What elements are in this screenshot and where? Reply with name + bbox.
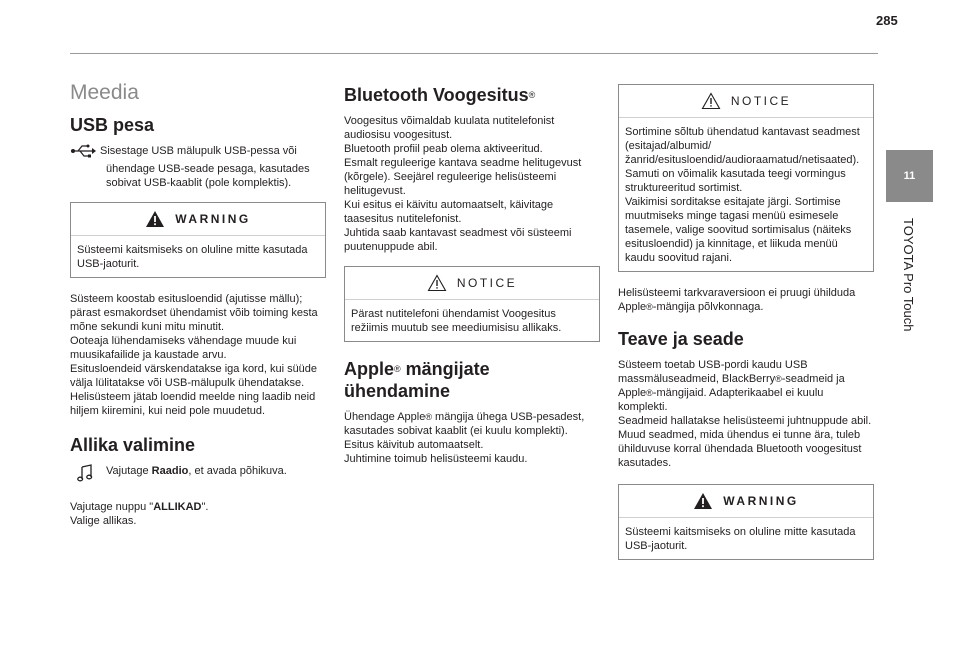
warning-text: Süsteemi kaitsmiseks on oluline mitte kasutada USB-jaoturit.: [71, 235, 325, 277]
apple-text: Ühendage Apple® mängija ühega USB-pesadest, kasutades sobivat kaablit (ei kuulu komplekti). Esitus käivitub automaatselt. Juhtimine toimub helisüsteemi kaudu.: [344, 411, 585, 465]
apple-heading: Apple® mängijate ühendamine: [344, 359, 490, 401]
warning-box-2: [618, 484, 874, 560]
devices-text: Süsteem toetab USB-pordi kaudu USB massmäluseadmeid, BlackBerry®-seadmeid ja Apple®-mängijaid. Adapterikaabel ei kuulu komplekti. Seadmeid hallatakse helisüsteemi juhtnuppude abil. Muud seadmed, mida ühendus ei tunne ära, tuleb ühilduvuse korral ühendada Bluetooth voogesitust kasutades.: [618, 359, 872, 469]
column-3: [618, 78, 874, 574]
chapter-title: [896, 218, 918, 363]
notice-triangle-icon: [701, 92, 721, 110]
usb-text: Sisestage USB mälupulk USB-pessa või ühendage USB-seade pesaga, kasutades sobivat USB-kaablit (pole komplektis).: [100, 145, 310, 189]
source-text: Vajutage Raadio, et avada põhikuva.: [106, 465, 287, 477]
bluetooth-heading: Bluetooth Voogesitus®: [344, 85, 536, 105]
notice-box: [344, 266, 600, 342]
source-step: [70, 464, 326, 486]
usb-info-paragraph: Süsteem koostab esitusloendid (ajutisse mällu); pärast esmakordset ühendamist võib toiming kesta mõne sekundi kuni mitu minutit. Ooteaja lühendamiseks vähendage muude kui muusikafailide ja kaustade arvu. Esitusloendeid värskendatakse iga kord, kui süüde välja lülitatakse või USB-mälupulk ühendatakse. Helisüsteem jätab loendid meelde ning laadib neid hiljem kiiremini, kui neid pole muudetud.: [70, 293, 318, 417]
devices-heading: Teave ja seade: [618, 329, 744, 349]
source-heading: Allika valimine: [70, 435, 196, 455]
top-divider: [70, 53, 878, 54]
warning-label: WARNING: [723, 494, 799, 508]
notice-box-2: [618, 84, 874, 272]
warning-triangle-icon: [693, 492, 713, 510]
usb-icon: [70, 144, 100, 162]
column-1: [70, 78, 326, 528]
notice-triangle-icon: [427, 274, 447, 292]
warning-header: [71, 203, 325, 235]
chapter-title-text: TOYOTA Pro Touch: [901, 218, 916, 332]
notice-label: NOTICE: [456, 276, 518, 290]
music-note-icon: [70, 464, 100, 486]
sources-text: Vajutage nuppu "ALLIKAD". Valige allikas.: [70, 501, 209, 527]
warning-label: WARNING: [175, 212, 251, 226]
notice-header-2: [619, 85, 873, 117]
bluetooth-text: Voogesitus võimaldab kuulata nutitelefonist audiosisu voogesitust. Bluetooth profiil peab olema aktiveeritud. Esmalt reguleerige kantava seadme helitugevust (kõrgele). Seejärel reguleerige helisüsteemi helitugevust. Kui esitus ei käivitu automaatselt, käivitage taasesitus nutitelefonist. Juhtida saab kantavast seadmest või süsteemi puutenuppude abil.: [344, 115, 582, 253]
warning-text-2: Süsteemi kaitsmiseks on oluline mitte kasutada USB-jaoturit.: [619, 517, 873, 559]
section-title: Meedia: [70, 81, 139, 104]
warning-triangle-icon: [145, 210, 165, 228]
notice-header: [345, 267, 599, 299]
usb-heading: USB pesa: [70, 115, 155, 135]
warning-header-2: [619, 485, 873, 517]
page-number: 285: [876, 13, 898, 28]
usb-paragraph: [70, 144, 326, 190]
warning-box: [70, 202, 326, 278]
notice-label: NOTICE: [730, 94, 792, 108]
column-2: [344, 78, 600, 466]
notice-text: Pärast nutitelefoni ühendamist Voogesitus režiimis muutub see meediumisisu allikaks.: [345, 299, 599, 341]
apple-compat-text: Helisüsteemi tarkvaraversioon ei pruugi ühilduda Apple®-mängija põlvkonnaga.: [618, 287, 856, 313]
chapter-tab: 11: [886, 150, 933, 202]
notice-text-2: Sortimine sõltub ühendatud kantavast seadmest (esitajad/albumid/žanrid/esitusloendid/audioraamatud/netisaated). Samuti on võimalik kasutada teegi vormingus struktureeritud sortimist. Vaikimisi sorditakse esitajate järgi. Sortimise muutmiseks minge tagasi menüü esimesele tasemele, valige soovitud sortimisalus (näiteks esitusloendid) ja kinnitage, et liikuda menüü kaudu soovitud rajani.: [619, 117, 873, 271]
